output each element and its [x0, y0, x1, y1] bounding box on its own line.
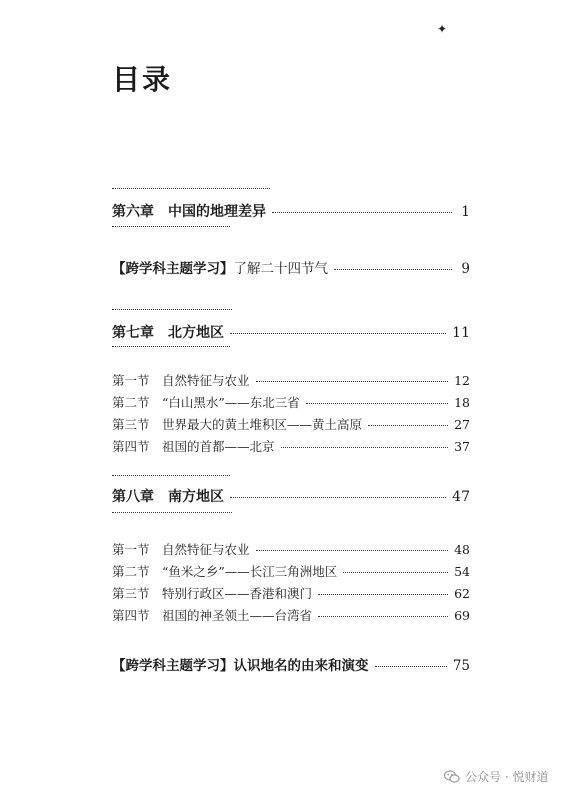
page-number: 69	[454, 608, 470, 623]
dot-leader	[318, 616, 448, 617]
toc-section[interactable]	[112, 606, 470, 624]
page-number: 11	[452, 325, 470, 341]
dot-leader	[368, 425, 448, 426]
topic-bracket: 【跨学科主题学习】	[112, 658, 234, 674]
page-number: 48	[454, 542, 470, 557]
dot-leader	[230, 497, 446, 498]
dot-leader	[256, 381, 449, 382]
divider	[112, 309, 232, 310]
chapter-number: 第七章	[112, 325, 154, 341]
toc-section[interactable]	[112, 562, 470, 580]
chapter-title: 南方地区	[168, 489, 224, 505]
divider	[112, 346, 230, 347]
section-number: 第二节	[112, 395, 150, 410]
divider	[112, 512, 232, 513]
section-number: 第四节	[112, 608, 150, 623]
toc-section[interactable]	[112, 437, 470, 455]
section-number: 第一节	[112, 373, 150, 388]
dot-leader	[256, 550, 449, 551]
toc-section[interactable]	[112, 415, 470, 433]
dot-leader	[318, 594, 448, 595]
page-number: 37	[454, 439, 470, 454]
corner-mark: ✦	[437, 22, 448, 36]
toc-chapter-7[interactable]	[112, 322, 470, 342]
divider	[112, 226, 230, 227]
page-number: 1	[461, 204, 470, 220]
dot-leader	[281, 447, 449, 448]
page-number: 18	[454, 395, 470, 410]
topic-title	[112, 654, 369, 674]
section-number: 第一节	[112, 542, 150, 557]
chapter-number: 第八章	[112, 489, 154, 505]
topic-title	[112, 257, 328, 277]
page-number: 27	[454, 417, 470, 432]
toc-section[interactable]	[112, 371, 470, 389]
section-title: “白山黑水”——东北三省	[162, 395, 300, 410]
dot-leader	[334, 269, 452, 270]
watermark	[444, 768, 548, 785]
section-number: 第三节	[112, 417, 150, 432]
dot-leader	[306, 403, 448, 404]
page-number: 54	[454, 564, 470, 579]
toc-section[interactable]	[112, 540, 470, 558]
watermark-text: 公众号 · 悦财道	[465, 770, 549, 784]
section-title: “鱼米之乡”——长江三角洲地区	[162, 564, 338, 579]
page-number: 12	[454, 373, 470, 388]
topic-bracket: 【跨学科主题学习】	[112, 261, 234, 277]
dot-leader	[343, 572, 448, 573]
toc-chapter-6[interactable]	[112, 201, 470, 221]
topic-title-text: 了解二十四节气	[233, 261, 328, 277]
toc-topic-2[interactable]	[112, 654, 470, 674]
page-number: 62	[454, 586, 470, 601]
dot-leader	[230, 333, 446, 334]
page-number: 47	[452, 489, 470, 505]
page-number: 9	[461, 261, 470, 277]
section-number: 第四节	[112, 439, 150, 454]
toc-topic-1[interactable]	[112, 257, 470, 277]
divider	[112, 475, 230, 476]
page-title: 目录	[112, 63, 173, 96]
section-title: 祖国的首都——北京	[162, 439, 275, 454]
toc-chapter-8[interactable]	[112, 486, 470, 506]
section-number: 第二节	[112, 564, 150, 579]
dot-leader	[272, 212, 452, 213]
topic-title-text: 认识地名的由来和演变	[233, 658, 369, 674]
section-number: 第三节	[112, 586, 150, 601]
section-title: 自然特征与农业	[162, 373, 250, 388]
section-title: 祖国的神圣领土——台湾省	[162, 608, 313, 623]
chapter-title: 北方地区	[168, 325, 224, 341]
page-number: 75	[452, 658, 470, 674]
wechat-icon	[444, 770, 460, 784]
toc-section[interactable]	[112, 393, 470, 411]
section-title: 世界最大的黄土堆积区——黄土高原	[162, 417, 363, 432]
section-title: 特别行政区——香港和澳门	[162, 586, 313, 601]
chapter-title: 中国的地理差异	[168, 204, 266, 220]
divider	[112, 188, 270, 189]
dot-leader	[375, 666, 447, 667]
section-title: 自然特征与农业	[162, 542, 250, 557]
chapter-number: 第六章	[112, 204, 154, 220]
toc-section[interactable]	[112, 584, 470, 602]
